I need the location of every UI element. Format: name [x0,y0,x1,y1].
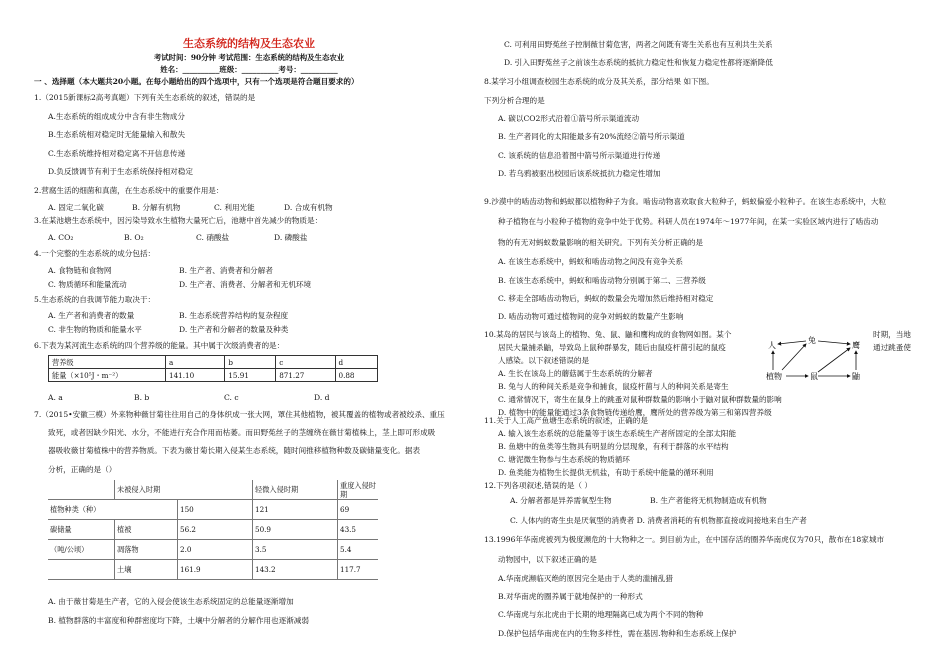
table-cell: b [225,356,276,369]
table-row [48,540,378,560]
q1-stem: 1.（2015新课标2高考真题）下列有关生态系统的叙述，错误的是 [34,93,256,102]
table-cell: 植物种类（种） [48,500,178,520]
q12-stem: 12.下列各项叙述,错误的是（ ） [484,481,593,490]
food-web-arrow [782,344,806,370]
q11-option-c: C. 塘泥微生物参与生态系统的物质循环 [498,455,630,464]
table-cell: 43.5 [338,520,379,540]
table-cell: 150 [178,500,253,520]
q10-stem-3: 人感染。以下叙述错误的是 [498,356,590,365]
q13-option-d: D.保护包括华南虎在内的生物多样性，需在基因.物种和生态系统上保护 [498,629,737,638]
food-web-arrow [818,341,850,344]
q13-option-b: B.对华南虎的圈养属于就地保护的一种形式 [498,592,643,601]
table-row [48,480,378,500]
q11-option-b: B. 鱼塘中的鱼类等生物具有明显的分层现象，有利于群落的水平结构 [498,442,729,451]
table-row [49,369,378,382]
table-cell: 轻微入侵时期 [253,480,338,500]
q13-stem-1: 13.1996年华南虎被列为极度濒危的十大物种之一。到目前为止，在中国存活的圈养华南虎仅为70只，散布在18家城市 [484,535,885,544]
q10-option-c: C. 通常情况下，寄生在鼠身上的跳蚤对鼠种群数量的影响小于鼬对鼠种群数量的影响 [498,395,782,404]
table-cell: 碳储量 [48,520,115,540]
q3-option-c: C. 硝酸盐 [196,233,230,242]
table-cell: 凋落物 [115,540,178,560]
q4-option-d: D. 生产者、消费者、分解者和无机环境 [179,280,312,289]
q2-stem: 2.营腐生活的细菌和真菌，在生态系统中的重要作用是： [34,186,224,195]
q10-option-a: A. 生长在该岛上的蘑菇属于生态系统的分解者 [498,369,653,378]
q6-option-d: D. d [314,393,330,402]
page-title: 生态系统的结构及生态农业 [183,37,315,50]
q10-side-1: 时期，当地 [873,330,911,339]
q2-option-d: D. 合成有机物 [284,203,333,212]
q3-option-d: D. 磷酸盐 [274,233,308,242]
q8-substem: 下列分析合理的是 [484,96,545,105]
table-cell: 56.2 [178,520,253,540]
q12-option-b: B. 生产者能将无机物制造成有机物 [650,496,767,505]
q8-option-c: C. 该系统的信息沿着图中箭号所示渠道进行传递 [498,151,661,160]
q11-stem: 11.关于人工高产鱼塘生态系统的叙述，正确的是 [484,416,648,425]
q7-stem-4: 分析，正确的是（） [48,465,117,474]
q1-option-d: D.负反馈调节有利于生态系统保持相对稳定 [48,167,193,176]
table-cell: 3.5 [253,540,338,560]
energy-table [48,355,378,382]
invasion-table [48,480,378,580]
q2-option-b: B. 分解有机物 [132,203,181,212]
q7-option-d: D. 引入田野菟丝子之前该生态系统的抵抗力稳定性和恢复力稳定性都将逐渐降低 [504,58,773,67]
q4-option-c: C. 物质循环和能量流动 [48,280,127,289]
q8-stem: 8.某学习小组调查校园生态系统的成分及其关系，部分结果 如下图。 [484,77,714,86]
table-cell: 植被 [115,520,178,540]
q4-option-a: A. 食物链和食物网 [48,266,112,275]
table-cell: a [166,356,225,369]
table-cell: 121 [253,500,338,520]
q6-option-c: C. c [224,393,239,402]
q9-stem-1: 9.沙漠中的啮齿动物和蚂蚁都以植物种子为食。啮齿动物喜欢取食大粒种子，蚂蚁偏爱小粒种子。在该生态系统中，大粒 [484,197,887,206]
q5-option-b: B. 生态系统营养结构的复杂程度 [179,311,289,320]
q4-stem: 4.一个完整的生态系统的成分包括： [34,249,156,258]
q9-option-b: B. 在该生态系统中，蚂蚁和啮齿动物分别属于第二、三营养级 [498,276,706,285]
q12-option-a: A. 分解者都是异养需氧型生物 [510,496,612,505]
student-info-line: 姓名：__________班级：__________考号：__________ [160,65,338,74]
q7-option-a: A. 由于薇甘菊是生产者，它的入侵会使该生态系统固定的总能量逐渐增加 [48,597,294,606]
q6-option-a: A. a [48,393,63,402]
q3-option-b: B. O₂ [124,233,144,242]
table-cell: 0.88 [335,369,378,382]
table-cell: 141.10 [166,369,225,382]
q3-stem: 3.在某池塘生态系统中，因污染导致水生植物大量死亡后，池塘中首先减少的物质是： [34,216,323,225]
q9-stem-3: 物的有无对蚂蚁数量影响的相关研究。下列有关分析正确的是 [498,238,704,247]
q10-stem-2: 居民大量捕杀鼬，导致岛上鼠种群暴发，随后由鼠疫杆菌引起的鼠疫 [498,343,726,352]
table-row [48,560,378,580]
q7-stem-2: 致死，或者因缺少阳光、水分，不能进行充合作用而枯萎。而田野菟丝子的茎缠绕在薇甘菊植株上，茎上即可形成吸 [48,428,436,437]
table-cell [48,560,115,580]
q5-option-a: A. 生产者和消费者的数量 [48,311,135,320]
q7-stem-3: 器吸收薇甘菊植株中的营养物质。下表为薇甘菊长期入侵某生态系统，随时间推移植物种数及碳储量变化。据表 [48,446,421,455]
q6-option-b: B. b [134,393,150,402]
table-cell: 营养级 [49,356,166,369]
q11-option-a: A. 输入该生态系统的总能量等于该生态系统生产者所固定的全部太阳能 [498,429,737,438]
table-cell: 未被侵入时期 [115,480,253,500]
q10-side-2: 通过跳蚤使 [873,343,911,352]
q8-option-d: D. 若乌鸦被驱出校园后该系统抵抗力稳定性增加 [498,169,661,178]
q6-stem: 6.下表为某河流生态系统的四个营养级的能量。其中属于次级消费者的是： [34,341,285,350]
table-cell: 重度入侵时期 [338,480,379,500]
q7-option-b: B. 植物群落的丰富度和种群密度均下降，土壤中分解者的分解作用也逐渐减弱 [48,616,309,625]
exam-info: 考试时间：90分钟 考试范围：生态系统的结构及生态农业 [153,53,345,62]
table-cell: 871.27 [276,369,335,382]
table-cell: 15.91 [225,369,276,382]
food-web-arrow [778,341,806,344]
food-web-diagram [766,334,866,384]
table-cell [48,480,115,500]
table-cell: c [276,356,335,369]
q5-option-d: D. 生产者和分解者的数量及种类 [179,325,289,334]
q13-option-c: C.华南虎与东北虎由于长期的地理隔离已成为两个不同的物种 [498,610,704,619]
q1-option-c: C.生态系统维持相对稳定离不开信息传递 [48,149,186,158]
q3-option-a: A. CO₂ [48,233,74,242]
section-heading: 一 、选择题（本大题共20小题。在每小题给出的四个选项中，只有一个选项是符合题目要求的） [34,77,359,86]
food-web-node-mouse: 鼠 [810,372,818,381]
q4-option-b: B. 生产者、消费者和分解者 [179,266,273,275]
q10-stem-1: 10.某岛的居民与该岛上的植物、兔、鼠、鼬和鹰构成的食物网如图。某个 [484,330,732,339]
q10-option-b: B. 兔与人的种间关系是竞争和捕食，鼠疫杆菌与人的种间关系是寄生 [498,382,729,391]
q9-option-a: A. 在该生态系统中，蚂蚁和啮齿动物之间没有竞争关系 [498,257,683,266]
q2-option-c: C. 利用光能 [214,203,255,212]
q5-option-c: C. 非生物的物质和能量水平 [48,325,142,334]
table-cell: 143.2 [253,560,338,580]
q8-option-b: B. 生产者同化的太阳能最多有20%流经②箭号所示渠道 [498,132,685,141]
food-web-node-human: 人 [768,341,776,350]
table-row [49,356,378,369]
table-cell: 117.7 [338,560,379,580]
table-cell: 5.4 [338,540,379,560]
table-cell: 50.9 [253,520,338,540]
q13-stem-2: 动物园中，以下叙述正确的是 [498,555,597,564]
food-web-node-weasel: 鼬 [852,372,860,381]
table-cell: 土壤 [115,560,178,580]
q11-option-d: D. 鱼类能为植物生长提供无机盐，有助于系统中能量的循环利用 [498,468,714,477]
q9-option-d: D. 啮齿动物可通过植物间的竞争对蚂蚁的数量产生影响 [498,312,684,321]
q13-option-a: A.华南虎濒临灭绝的原因完全是由于人类的滥捕乱猎 [498,574,673,583]
table-cell: 2.0 [178,540,253,560]
q7-option-c: C. 可利用田野菟丝子控制薇甘菊危害，两者之间既有寄生关系也有互利共生关系 [504,40,773,49]
q1-option-a: A.生态系统的组成成分中含有非生物成分 [48,112,185,121]
q5-stem: 5.生态系统的自我调节能力取决于： [34,295,156,304]
q2-option-a: A. 固定二氧化碳 [48,203,104,212]
table-cell: 161.9 [178,560,253,580]
q9-stem-2: 种子植物在与小粒种子植物的竞争中处于优势。科研人员在1974年～1977年间，在某一实验区域内进行了啮齿动 [498,217,879,226]
q10-option-d: D. 植物中的能量能通过3条食物链传递给鹰，鹰所处的营养级为第三和第四营养级 [498,408,772,417]
table-cell: （吨/公顷） [48,540,115,560]
table-row [48,520,378,540]
food-web-node-plant: 植物 [766,372,782,381]
q8-option-a: A. 碳以CO2形式沿着①箭号所示渠道流动 [498,114,640,123]
table-cell: d [335,356,378,369]
q7-stem-1: 7.（2015•安徽三模）外来物种薇甘菊往往用自己的身体织成一张大网，罩住其他植物，被其覆盖的植物或者被绞杀、重压 [34,410,445,419]
q12-option-cd: C. 人体内的寄生虫是厌氧型的消费者 D. 消费者消耗的有机物都直接或间接地来自生产者 [510,516,807,525]
q1-option-b: B.生态系统相对稳定时无能量输入和散失 [48,130,186,139]
table-row [48,500,378,520]
food-web-node-rabbit: 兔 [808,336,816,345]
q9-option-c: C. 移走全部啮齿动物后，蚂蚁的数量会先增加然后维持相对稳定 [498,294,714,303]
food-web-arrow [818,348,850,372]
table-cell: 69 [338,500,379,520]
food-web-node-hawk: 鹰 [852,341,860,350]
table-cell: 能量（×10⁵J・m⁻²） [49,369,166,382]
